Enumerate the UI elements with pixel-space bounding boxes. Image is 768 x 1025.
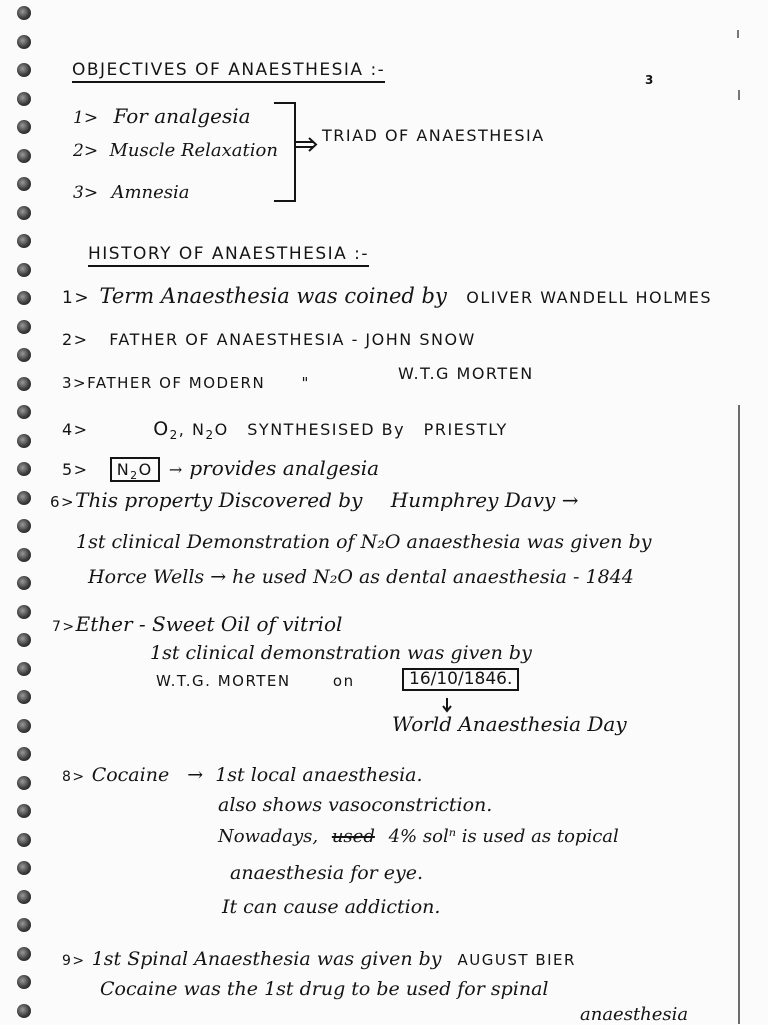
arrow-icon: → <box>168 460 183 479</box>
item-text: For analgesia <box>113 104 251 128</box>
item-text: SYNTHESISED By <box>247 420 406 439</box>
arrow-icon: → <box>187 764 204 786</box>
item-text: on <box>332 672 355 690</box>
margin-tick <box>738 90 740 100</box>
spiral-hole <box>17 149 31 163</box>
item-number: 8> <box>62 769 86 785</box>
item-number: 9> <box>62 953 86 969</box>
person-name: AUGUST BIER <box>457 951 576 969</box>
spiral-hole <box>17 177 31 191</box>
spiral-hole <box>17 605 31 619</box>
history-item-6-line-1 <box>50 490 578 510</box>
person-name: Horce Wells <box>88 566 205 588</box>
spiral-hole <box>17 947 31 961</box>
triad-bracket <box>274 102 296 202</box>
spiral-hole <box>17 120 31 134</box>
history-item-8-line-4: anaesthesia for eye. <box>230 862 424 884</box>
spiral-hole <box>17 690 31 704</box>
item-text: Amnesia <box>111 182 190 203</box>
boxed-formula <box>110 457 160 482</box>
objectives-heading: OBJECTIVES OF ANAESTHESIA :- <box>72 62 385 83</box>
history-item-2 <box>62 332 476 348</box>
item-number: 3> <box>73 183 99 203</box>
spiral-hole <box>17 633 31 647</box>
person-name: OLIVER WANDELL HOLMES <box>466 288 713 307</box>
item-text: 1st local anaesthesia. <box>215 764 423 786</box>
item-number: 6> <box>50 493 76 511</box>
formula-o: O <box>138 460 153 479</box>
spiral-hole <box>17 519 31 533</box>
ditto-mark: " <box>301 374 310 392</box>
item-text: 1st Spinal Anaesthesia was given by <box>91 948 442 970</box>
history-item-7-line-3 <box>156 674 355 689</box>
spiral-hole <box>17 63 31 77</box>
history-item-7-line-2: 1st clinical demonstration was given by <box>150 642 532 664</box>
page-number: 3 <box>645 73 655 87</box>
spiral-hole <box>17 92 31 106</box>
spiral-hole <box>17 434 31 448</box>
history-item-8-line-2: also shows vasoconstriction. <box>218 794 493 816</box>
spiral-hole <box>17 576 31 590</box>
spiral-hole <box>17 348 31 362</box>
item-text: FATHER OF MODERN <box>87 374 266 392</box>
spiral-hole <box>17 747 31 761</box>
history-item-5 <box>62 458 379 481</box>
item-number: 4> <box>62 420 89 439</box>
objective-item-1 <box>73 106 251 127</box>
margin-tick <box>737 30 739 38</box>
item-text: provides analgesia <box>189 456 380 480</box>
subscript: 2 <box>205 428 215 443</box>
spiral-hole <box>17 662 31 676</box>
struck-text: used <box>331 826 375 847</box>
objective-item-2 <box>73 142 278 160</box>
spiral-hole <box>17 206 31 220</box>
history-item-6-line-2: 1st clinical Demonstration of N₂O anaesthesia was given by <box>76 531 652 553</box>
item-text: Term Anaesthesia was coined by <box>99 284 447 308</box>
spiral-hole <box>17 35 31 49</box>
item-number: 1> <box>62 288 91 308</box>
spiral-hole <box>17 975 31 989</box>
formula-n2o-tail: O <box>214 420 229 439</box>
subscript: 2 <box>169 428 179 443</box>
history-item-8-line-3 <box>218 828 619 846</box>
history-item-6-line-3 <box>88 568 634 587</box>
spiral-hole <box>17 918 31 932</box>
spiral-hole <box>17 491 31 505</box>
spiral-hole <box>17 377 31 391</box>
spiral-hole <box>17 320 31 334</box>
spiral-hole <box>17 1004 31 1018</box>
item-number: 7> <box>52 619 76 635</box>
item-text: Nowadays, <box>218 826 319 847</box>
formula-n2o: , N <box>178 420 206 439</box>
history-item-9-line-3: anaesthesia <box>580 1004 689 1025</box>
item-text: Muscle Relaxation <box>109 140 278 161</box>
drug-name: Cocaine <box>91 764 170 786</box>
spiral-hole <box>17 833 31 847</box>
person-name: W.T.G. MORTEN <box>156 672 291 690</box>
subscript: 2 <box>130 469 139 483</box>
spiral-hole <box>17 719 31 733</box>
triad-label: TRIAD OF ANAESTHESIA <box>322 126 545 145</box>
history-item-3 <box>62 376 310 391</box>
world-anaesthesia-day: World Anaesthesia Day <box>392 712 627 736</box>
formula-o2: O <box>153 418 170 440</box>
person-name: Humphrey Davy <box>390 488 556 512</box>
history-item-7-line-1 <box>52 614 342 634</box>
spiral-hole <box>17 861 31 875</box>
history-item-4 <box>62 420 508 441</box>
item-number: 1> <box>73 108 99 128</box>
spiral-hole <box>17 291 31 305</box>
margin-line <box>738 405 740 1024</box>
spiral-hole <box>17 804 31 818</box>
item-number: 3> <box>62 374 88 392</box>
spiral-hole <box>17 890 31 904</box>
spiral-hole <box>17 548 31 562</box>
person-name: W.T.G MORTEN <box>398 364 534 383</box>
arrow-icon: → <box>210 566 227 588</box>
spiral-hole <box>17 234 31 248</box>
item-text: This property Discovered by <box>75 488 363 512</box>
arrow-icon <box>296 138 320 152</box>
item-text: FATHER OF ANAESTHESIA - JOHN SNOW <box>109 330 476 349</box>
formula-n: N <box>116 460 131 479</box>
objective-item-3 <box>73 184 190 202</box>
history-item-9-line-1 <box>62 950 576 969</box>
spiral-hole <box>17 462 31 476</box>
history-item-8-line-1 <box>62 766 423 785</box>
history-heading: HISTORY OF ANAESTHESIA :- <box>88 246 369 267</box>
spiral-hole <box>17 776 31 790</box>
item-text: he used N₂O as dental anaesthesia - 1844 <box>232 566 634 588</box>
item-number: 2> <box>73 141 99 161</box>
spiral-binding <box>17 0 37 1024</box>
spiral-hole <box>17 405 31 419</box>
person-name: PRIESTLY <box>423 420 508 439</box>
arrow-icon: → <box>561 488 579 512</box>
item-text: Ether - Sweet Oil of vitriol <box>75 612 343 636</box>
item-number: 5> <box>62 460 89 479</box>
date-box: 16/10/1846. <box>402 668 519 691</box>
history-item-9-line-2: Cocaine was the 1st drug to be used for spinal <box>100 978 549 1000</box>
item-number: 2> <box>62 330 89 349</box>
item-text: 4% solⁿ is used as topical <box>388 826 619 847</box>
spiral-hole <box>17 263 31 277</box>
history-item-1 <box>62 286 712 307</box>
history-item-8-line-5: It can cause addiction. <box>222 896 441 918</box>
spiral-hole <box>17 6 31 20</box>
